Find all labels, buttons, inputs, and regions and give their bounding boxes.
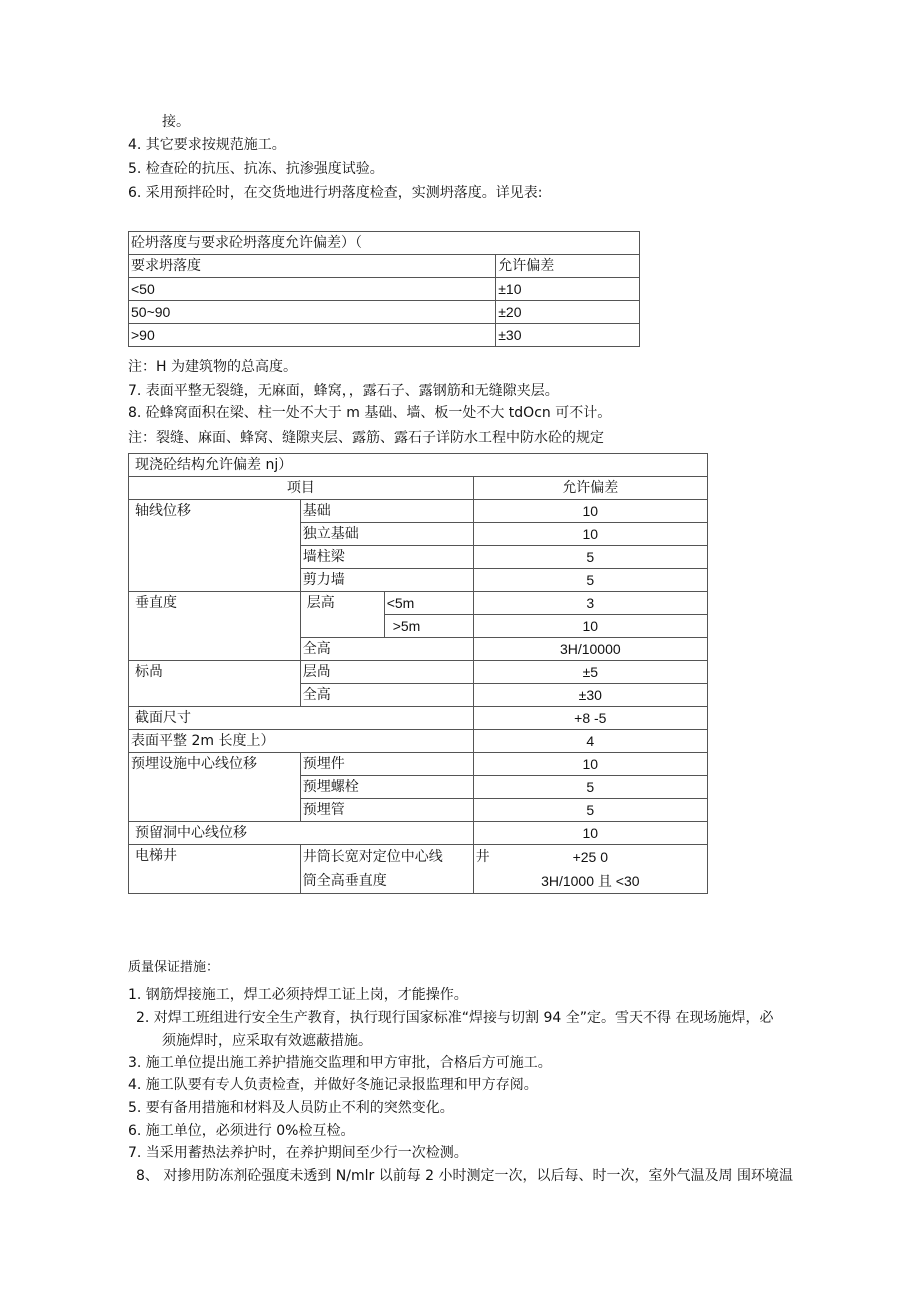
- row-label: 轴线位移: [129, 500, 301, 592]
- elevator-sub2: 筒全高垂直度: [302, 873, 387, 889]
- elevator-prefix: 井: [475, 849, 490, 865]
- value-cell: 5: [473, 776, 707, 799]
- value-cell: 10: [473, 822, 707, 845]
- sub-label: 预埋螺栓: [300, 776, 473, 799]
- table-row: [129, 278, 640, 301]
- slump-cell: ±10: [496, 278, 640, 301]
- text-line: 7. 表面平整无裂缝，无麻面，蜂窝，，露石子、露钢筋和无缝隙夹层。: [128, 383, 559, 399]
- text-line: 1. 钢筋焊接施工，焊工必须持焊工证上岗，才能操作。: [128, 987, 468, 1003]
- structure-header: 允许偏差: [473, 477, 707, 500]
- slump-header: 允许偏差: [496, 255, 640, 278]
- row-label: 预埋设施中心线位移: [129, 753, 301, 822]
- value-cell: ±5: [473, 661, 707, 684]
- sub-label: <5m: [384, 592, 473, 615]
- value-cell: 5: [473, 569, 707, 592]
- slump-table: [128, 231, 640, 347]
- sub-label: 全高: [300, 638, 473, 661]
- text-line: 6. 采用预拌砼时，在交货地进行坍落度检查，实测坍落度。详见表:: [128, 185, 543, 201]
- text-line: 8. 砼蜂窝面积在梁、柱一处不大于 m 基础、墙、板一处不大 tdOcn 可不计。: [128, 405, 612, 421]
- sub-label: 全高: [300, 684, 473, 707]
- table-row: [129, 324, 640, 347]
- structure-header: 项目: [129, 477, 474, 500]
- row-label: 预留洞中心线位移: [129, 822, 474, 845]
- slump-cell: >90: [129, 324, 496, 347]
- row-label: 标咼: [129, 661, 301, 707]
- value-cell: 5: [473, 546, 707, 569]
- value-cell: 10: [473, 615, 707, 638]
- text-line: 8、 对掺用防冻剂砼强度未透到 N/mlr 以前每 2 小时测定一次，以后每、时一次，室外气温及周 围环境温: [136, 1168, 793, 1184]
- structure-table-title: 现浇砼结构允许偏差 nj）: [129, 454, 708, 477]
- structure-table: [128, 453, 708, 894]
- sub-label: >5m: [384, 615, 473, 638]
- table-row: [129, 301, 640, 324]
- sub-label: 层咼: [300, 661, 473, 684]
- value-cell: 4: [473, 730, 707, 753]
- value-cell: 10: [473, 500, 707, 523]
- text-line: 注：裂缝、麻面、蜂窝、缝隙夹层、露筋、露石子详防水工程中防水砼的规定: [128, 430, 604, 446]
- value-cell: ±30: [473, 684, 707, 707]
- section-title: 质量保证措施：: [128, 960, 220, 975]
- slump-cell: ±30: [496, 324, 640, 347]
- text-line: 4. 其它要求按规范施工。: [128, 137, 286, 153]
- row-label: 垂直度: [129, 592, 301, 661]
- text-line: 6. 施工单位，必须进行 0%检互检。: [128, 1123, 355, 1139]
- text-line: 7. 当采用蓄热法养护时，在养护期间至少行一次检测。: [128, 1145, 468, 1161]
- sub-label: 层高: [300, 592, 384, 638]
- sub-label: 剪力墙: [300, 569, 473, 592]
- slump-cell: ±20: [496, 301, 640, 324]
- slump-table-title: 砼坍落度与要求砼坍落度允许偏差）（: [129, 232, 640, 255]
- sub-label: 基础: [300, 500, 473, 523]
- elevator-val1: +25 0: [572, 849, 609, 865]
- row-label: 表面平整 2m 长度上）: [129, 730, 474, 753]
- value-cell: 3: [473, 592, 707, 615]
- sub-label: [300, 845, 473, 894]
- text-line: 注：H 为建筑物的总高度。: [128, 359, 297, 375]
- value-cell: 5: [473, 799, 707, 822]
- slump-cell: <50: [129, 278, 496, 301]
- row-label: 电梯井: [129, 845, 301, 894]
- row-label: 截面尺寸: [129, 707, 474, 730]
- text-line: 5. 要有备用措施和材料及人员防止不利的突然变化。: [128, 1100, 454, 1116]
- text-line: 2. 对焊工班组进行安全生产教育，执行现行国家标准“焊接与切割 94 全”定。雪天不得 在现场施焊，必: [136, 1010, 774, 1026]
- elevator-val2: 3H/1000 且 <30: [541, 873, 640, 889]
- text-line: 4. 施工队要有专人负责检查，并做好冬施记录报监理和甲方存阅。: [128, 1077, 538, 1093]
- sub-label: 独立基础: [300, 523, 473, 546]
- value-cell: +8 -5: [473, 707, 707, 730]
- slump-cell: 50~90: [129, 301, 496, 324]
- elevator-sub1: 井筒长宽对定位中心线: [302, 849, 443, 865]
- sub-label: 预埋管: [300, 799, 473, 822]
- text-line: 须施焊时，应采取有效遮蔽措施。: [162, 1033, 372, 1049]
- value-cell: 10: [473, 753, 707, 776]
- text-line: 接。: [162, 114, 190, 130]
- sub-label: 墙柱梁: [300, 546, 473, 569]
- value-cell: 3H/10000: [473, 638, 707, 661]
- slump-header: 要求坍落度: [129, 255, 496, 278]
- text-line: 3. 施工单位提出施工养护措施交监理和甲方审批，合格后方可施工。: [128, 1055, 552, 1071]
- text-line: 5. 检查砼的抗压、抗冻、抗渗强度试验。: [128, 161, 384, 177]
- value-cell: [473, 845, 707, 894]
- sub-label: 预埋件: [300, 753, 473, 776]
- value-cell: 10: [473, 523, 707, 546]
